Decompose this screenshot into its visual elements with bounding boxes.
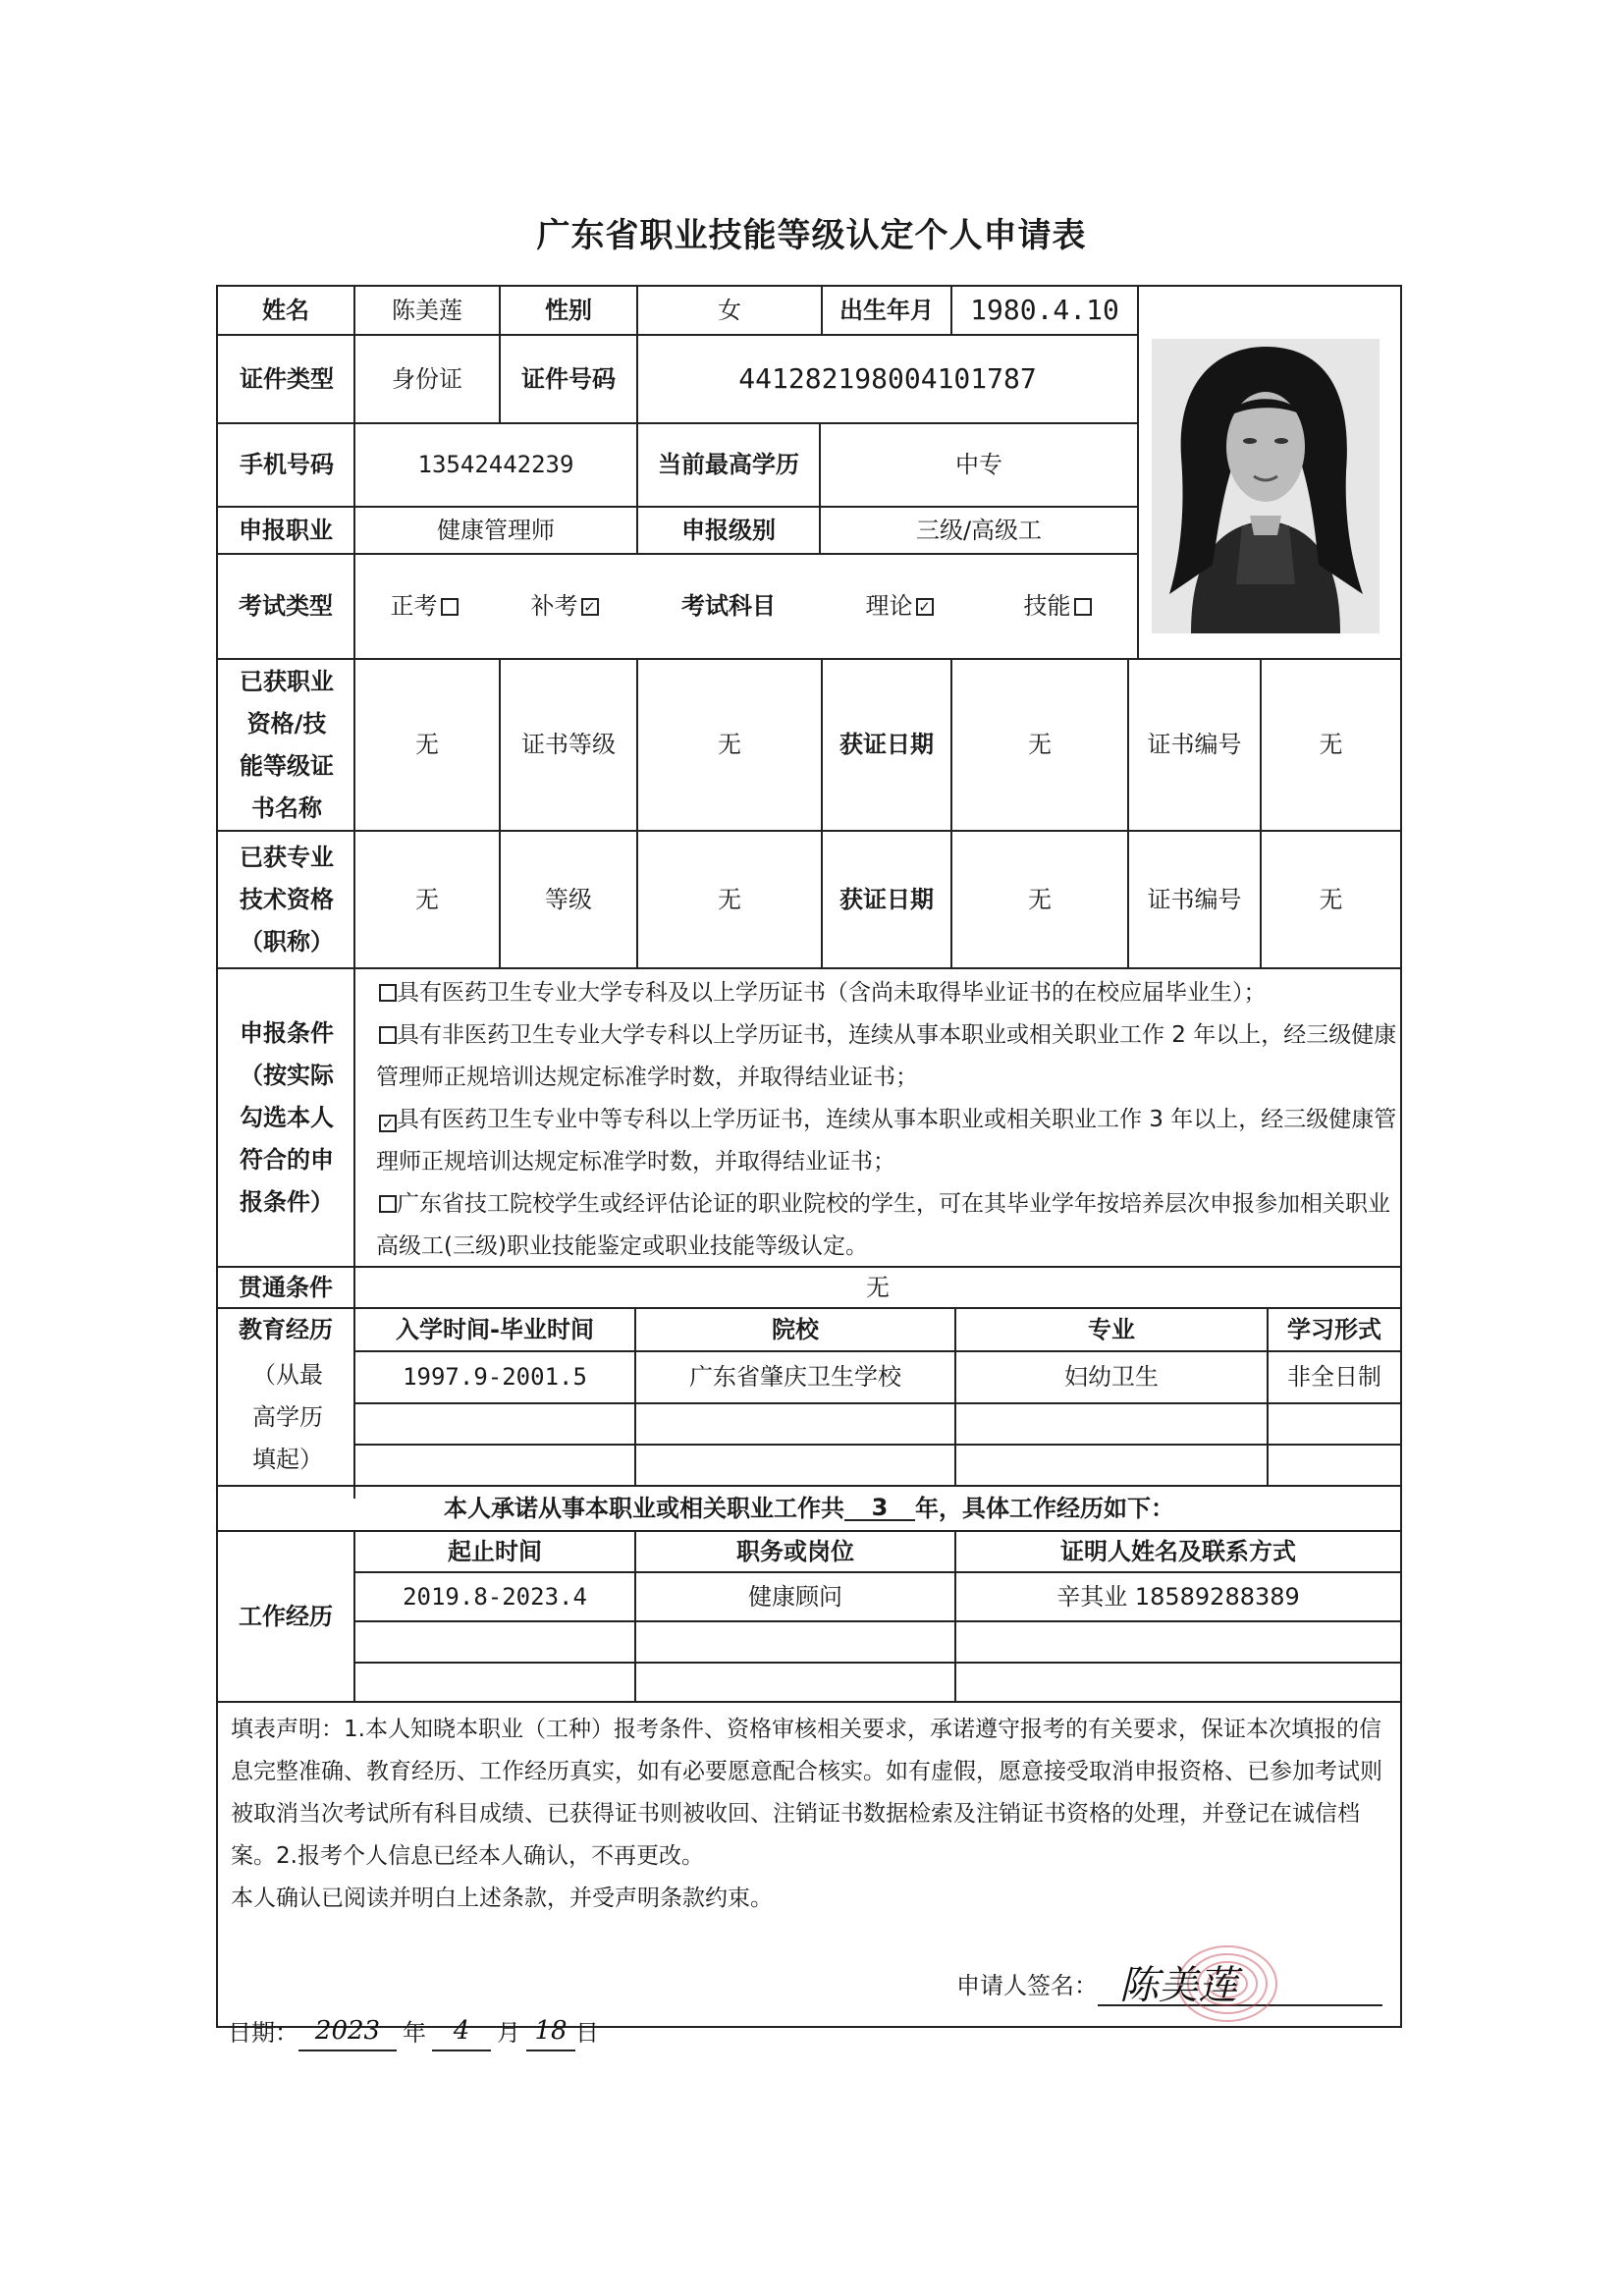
- exam-subject-label: 考试科目: [681, 592, 776, 621]
- promise-years: 3: [844, 1496, 915, 1521]
- tech-name: 无: [415, 885, 439, 913]
- name-value: 陈美莲: [392, 296, 462, 324]
- exam-theory-label: 理论: [865, 592, 913, 621]
- edu-row1-mode: 非全日制: [1287, 1363, 1381, 1392]
- edu-value: 中专: [955, 451, 1002, 479]
- gender-value: 女: [718, 296, 741, 324]
- id-type-label: 证件类型: [240, 364, 334, 393]
- promise-line: [218, 1487, 1400, 1530]
- promise-suffix: 年，具体工作经历如下：: [915, 1494, 1174, 1522]
- signature-label: 申请人签名：: [956, 1971, 1098, 1999]
- condition-4-text: 广东省技工院校学生或经评估论证的职业院校的学生，可在其毕业学年按培养层次申报参加相关职业高级工(三级)职业技能鉴定或职业技能等级认定。: [376, 1191, 1390, 1259]
- condition-3-text: 具有医药卫生专业中等专科以上学历证书，连续从事本职业或相关职业工作 3 年以上，经三级健康管理师正规培训达规定标准学时数，并取得结业证书；: [376, 1107, 1397, 1175]
- education-label: 教育经历: [239, 1315, 333, 1343]
- cert-no-label: 证书编号: [1147, 731, 1242, 759]
- id-no-label: 证件号码: [521, 364, 616, 393]
- applicant-signature: 陈美莲: [1119, 1963, 1237, 2008]
- name-label: 姓名: [262, 296, 309, 324]
- condition-2-checkbox[interactable]: [379, 1026, 397, 1044]
- exam-makeup-label: 补考: [530, 592, 578, 621]
- declaration: [231, 1709, 1399, 1920]
- work-row1-witness: 辛其业 18589288389: [1056, 1582, 1300, 1611]
- exam-normal-checkbox[interactable]: [441, 598, 459, 616]
- occupation-label: 申报职业: [239, 516, 333, 544]
- exam-makeup-checkbox[interactable]: ✓: [581, 598, 599, 616]
- cert-no: 无: [1319, 731, 1343, 759]
- cert-label: 已获职业资格/技能等级证书名称: [240, 667, 334, 822]
- form-title: 广东省职业技能等级认定个人申请表: [536, 216, 1087, 255]
- cert-date: 无: [1028, 731, 1052, 759]
- tech-no: 无: [1319, 885, 1343, 913]
- work-header-period: 起止时间: [448, 1537, 542, 1565]
- education-sub-label: （从最高学历填起）: [252, 1361, 323, 1473]
- phone-label: 手机号码: [240, 451, 334, 479]
- tech-date-label: 获证日期: [839, 885, 934, 913]
- edu-header-mode: 学习形式: [1287, 1315, 1381, 1343]
- edu-row1-school: 广东省肇庆卫生学校: [689, 1363, 901, 1392]
- occupation-value: 健康管理师: [437, 516, 555, 544]
- cert-grade: 无: [718, 731, 741, 759]
- condition-item-2[interactable]: [376, 1014, 1397, 1099]
- promise-prefix: 本人承诺从事本职业或相关职业工作共: [444, 1494, 844, 1522]
- through-value: 无: [866, 1273, 890, 1301]
- condition-item-4[interactable]: [376, 1183, 1397, 1268]
- work-header-witness: 证明人姓名及联系方式: [1060, 1537, 1296, 1565]
- declaration-text: 填表声明：1.本人知晓本职业（工种）报考条件、资格审核相关要求，承诺遵守报考的有关要求，保证本次填报的信息完整准确、教育经历、工作经历真实，如有必要愿意配合核实。如有虚假，愿意接受取消申报资格、已参加考试则被取消当次考试所有科目成绩、已获得证书则被收回、注销证书数据检索及注销证书资格的处理，并登记在诚信档案。2.报考个人信息已经本人确认，不再更改。: [231, 1717, 1382, 1869]
- level-value: 三级/高级工: [915, 516, 1043, 544]
- exam-skill-label: 技能: [1023, 592, 1071, 621]
- date-month: 4: [432, 2014, 491, 2050]
- birth-value: 1980.4.10: [970, 294, 1119, 327]
- edu-header-school: 院校: [772, 1315, 819, 1343]
- tech-grade-label: 等级: [545, 885, 592, 913]
- exam-theory[interactable]: [821, 555, 978, 658]
- edu-row1-major: 妇幼卫生: [1064, 1363, 1159, 1392]
- condition-1-text: 具有医药卫生专业大学专科及以上学历证书（含尚未取得毕业证书的在校应届毕业生）；: [397, 980, 1267, 1006]
- condition-item-3[interactable]: [376, 1099, 1397, 1183]
- date-month-unit: 月: [497, 2018, 520, 2047]
- work-row1-position: 健康顾问: [748, 1582, 842, 1611]
- exam-type-label: 考试类型: [239, 592, 333, 621]
- date-day: 18: [526, 2014, 575, 2050]
- edu-header-period: 入学时间-毕业时间: [396, 1315, 594, 1343]
- tech-date: 无: [1028, 885, 1052, 913]
- date-year: 2023: [298, 2014, 397, 2050]
- id-type-value: 身份证: [392, 364, 462, 393]
- exam-normal-label: 正考: [390, 592, 438, 621]
- exam-makeup[interactable]: [493, 555, 636, 658]
- declaration-confirm: 本人确认已阅读并明白上述条款，并受声明条款约束。: [231, 1886, 773, 1911]
- cert-name: 无: [415, 731, 439, 759]
- condition-item-1[interactable]: [376, 972, 1397, 1014]
- conditions-label: 申报条件（按实际勾选本人符合的申报条件）: [240, 1018, 334, 1216]
- exam-skill-checkbox[interactable]: [1074, 598, 1092, 616]
- condition-2-text: 具有非医药卫生专业大学专科以上学历证书，连续从事本职业或相关职业工作 2 年以上，经三级健康管理师正规培训达规定标准学时数，并取得结业证书；: [376, 1022, 1397, 1090]
- edu-header-major: 专业: [1088, 1315, 1135, 1343]
- work-label: 工作经历: [239, 1602, 333, 1630]
- exam-normal[interactable]: [355, 555, 493, 658]
- exam-theory-checkbox[interactable]: ✓: [916, 598, 934, 616]
- edu-label: 当前最高学历: [658, 451, 799, 479]
- cert-grade-label: 证书等级: [521, 731, 616, 759]
- gender-label: 性别: [545, 296, 592, 324]
- condition-1-checkbox[interactable]: [379, 984, 397, 1002]
- tech-no-label: 证书编号: [1147, 885, 1242, 913]
- phone-value: 13542442239: [417, 451, 574, 479]
- condition-3-checkbox[interactable]: ✓: [379, 1115, 397, 1132]
- applicant-photo: [1152, 339, 1380, 633]
- id-no-value: 441282198004101787: [738, 362, 1037, 396]
- date-line: [228, 2011, 621, 2054]
- level-label: 申报级别: [681, 516, 776, 544]
- work-header-position: 职务或岗位: [736, 1537, 854, 1565]
- exam-skill[interactable]: [978, 555, 1137, 658]
- tech-grade: 无: [718, 885, 741, 913]
- through-label: 贯通条件: [239, 1273, 333, 1301]
- date-day-unit: 日: [575, 2018, 599, 2047]
- cert-date-label: 获证日期: [839, 731, 934, 759]
- conditions-list: [376, 972, 1397, 1268]
- tech-label: 已获专业技术资格（职称）: [240, 843, 334, 956]
- edu-row1-period: 1997.9-2001.5: [403, 1363, 587, 1392]
- work-row1-period: 2019.8-2023.4: [403, 1582, 587, 1611]
- birth-label: 出生年月: [839, 296, 934, 324]
- date-year-unit: 年: [403, 2018, 426, 2047]
- condition-4-checkbox[interactable]: [379, 1195, 397, 1213]
- date-label: 日期：: [228, 2018, 298, 2047]
